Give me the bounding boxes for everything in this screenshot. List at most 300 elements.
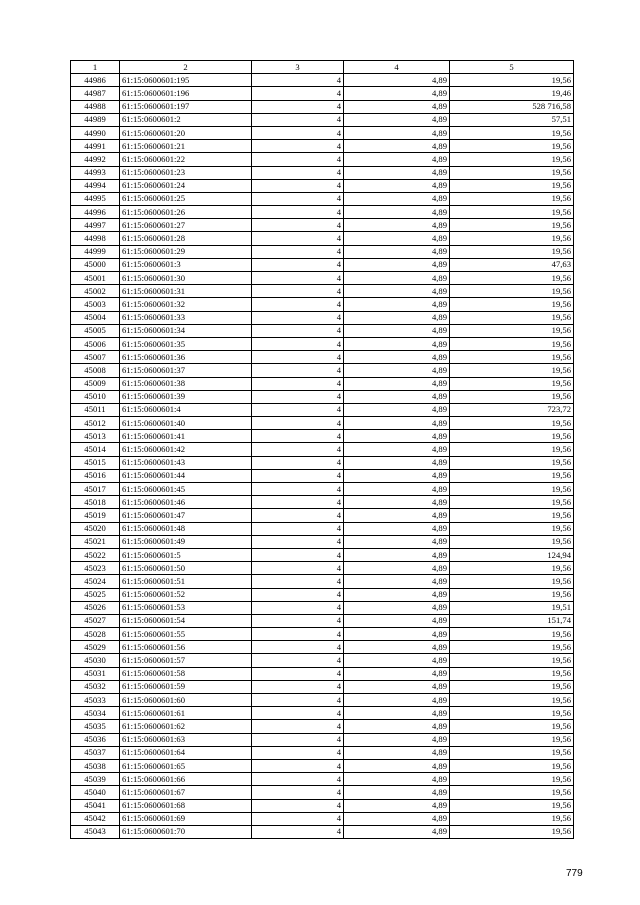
value-cell: 57,51 (450, 113, 574, 126)
value-cell: 19,56 (450, 364, 574, 377)
table-row (71, 324, 574, 337)
category-cell: 4 (252, 324, 344, 337)
rate-cell: 4,89 (344, 680, 450, 693)
cadastral-number-cell: 61:15:0600601:52 (120, 588, 252, 601)
row-number-cell: 45039 (71, 773, 120, 786)
value-cell: 19,56 (450, 773, 574, 786)
cadastral-number-cell: 61:15:0600601:68 (120, 799, 252, 812)
rate-cell: 4,89 (344, 535, 450, 548)
table-row (71, 206, 574, 219)
rate-cell: 4,89 (344, 179, 450, 192)
category-cell: 4 (252, 390, 344, 403)
row-number-cell: 44992 (71, 153, 120, 166)
row-number-cell: 45025 (71, 588, 120, 601)
rate-cell: 4,89 (344, 245, 450, 258)
category-cell: 4 (252, 575, 344, 588)
value-cell: 151,74 (450, 614, 574, 627)
rate-cell: 4,89 (344, 588, 450, 601)
cadastral-number-cell: 61:15:0600601:59 (120, 680, 252, 693)
rate-cell: 4,89 (344, 667, 450, 680)
category-cell: 4 (252, 812, 344, 825)
table-row (71, 417, 574, 430)
rate-cell: 4,89 (344, 403, 450, 416)
category-cell: 4 (252, 496, 344, 509)
rate-cell: 4,89 (344, 496, 450, 509)
row-number-cell: 44986 (71, 74, 120, 87)
rate-cell: 4,89 (344, 654, 450, 667)
rate-cell: 4,89 (344, 509, 450, 522)
table-row (71, 562, 574, 575)
table-row (71, 456, 574, 469)
table-row (71, 337, 574, 350)
value-cell: 19,56 (450, 825, 574, 838)
cadastral-number-cell: 61:15:0600601:2 (120, 113, 252, 126)
cadastral-number-cell: 61:15:0600601:46 (120, 496, 252, 509)
value-cell: 19,56 (450, 575, 574, 588)
value-cell: 19,56 (450, 166, 574, 179)
value-cell: 19,56 (450, 351, 574, 364)
value-cell: 19,56 (450, 707, 574, 720)
rate-cell: 4,89 (344, 351, 450, 364)
category-cell: 4 (252, 535, 344, 548)
table-row (71, 667, 574, 680)
table-row (71, 245, 574, 258)
cadastral-number-cell: 61:15:0600601:55 (120, 628, 252, 641)
category-cell: 4 (252, 588, 344, 601)
value-cell: 19,56 (450, 588, 574, 601)
row-number-cell: 45020 (71, 522, 120, 535)
category-cell: 4 (252, 364, 344, 377)
row-number-cell: 44991 (71, 140, 120, 153)
table-row (71, 812, 574, 825)
cadastral-number-cell: 61:15:0600601:38 (120, 377, 252, 390)
value-cell: 19,56 (450, 192, 574, 205)
rate-cell: 4,89 (344, 786, 450, 799)
row-number-cell: 45016 (71, 469, 120, 482)
cadastral-number-cell: 61:15:0600601:64 (120, 746, 252, 759)
table-row (71, 588, 574, 601)
row-number-cell: 44988 (71, 100, 120, 113)
rate-cell: 4,89 (344, 548, 450, 561)
table-row (71, 179, 574, 192)
column-header-2: 2 (120, 61, 252, 74)
category-cell: 4 (252, 377, 344, 390)
table-row (71, 140, 574, 153)
value-cell: 19,46 (450, 87, 574, 100)
cadastral-number-cell: 61:15:0600601:60 (120, 694, 252, 707)
table-row (71, 575, 574, 588)
cadastral-number-cell: 61:15:0600601:197 (120, 100, 252, 113)
table-row (71, 483, 574, 496)
category-cell: 4 (252, 87, 344, 100)
table-row (71, 219, 574, 232)
table-row (71, 509, 574, 522)
value-cell: 19,56 (450, 430, 574, 443)
category-cell: 4 (252, 245, 344, 258)
row-number-cell: 45027 (71, 614, 120, 627)
table-row (71, 641, 574, 654)
table-row (71, 746, 574, 759)
category-cell: 4 (252, 654, 344, 667)
cadastral-number-cell: 61:15:0600601:53 (120, 601, 252, 614)
row-number-cell: 45006 (71, 337, 120, 350)
rate-cell: 4,89 (344, 100, 450, 113)
cadastral-number-cell: 61:15:0600601:43 (120, 456, 252, 469)
value-cell: 19,56 (450, 179, 574, 192)
cadastral-number-cell: 61:15:0600601:28 (120, 232, 252, 245)
row-number-cell: 45031 (71, 667, 120, 680)
rate-cell: 4,89 (344, 825, 450, 838)
rate-cell: 4,89 (344, 337, 450, 350)
rate-cell: 4,89 (344, 562, 450, 575)
row-number-cell: 45030 (71, 654, 120, 667)
category-cell: 4 (252, 694, 344, 707)
category-cell: 4 (252, 469, 344, 482)
rate-cell: 4,89 (344, 311, 450, 324)
row-number-cell: 45007 (71, 351, 120, 364)
category-cell: 4 (252, 179, 344, 192)
rate-cell: 4,89 (344, 469, 450, 482)
value-cell: 19,56 (450, 443, 574, 456)
rate-cell: 4,89 (344, 364, 450, 377)
cadastral-number-cell: 61:15:0600601:66 (120, 773, 252, 786)
category-cell: 4 (252, 733, 344, 746)
value-cell: 19,56 (450, 786, 574, 799)
category-cell: 4 (252, 351, 344, 364)
row-number-cell: 45043 (71, 825, 120, 838)
cadastral-number-cell: 61:15:0600601:34 (120, 324, 252, 337)
value-cell: 47,63 (450, 258, 574, 271)
cadastral-number-cell: 61:15:0600601:54 (120, 614, 252, 627)
category-cell: 4 (252, 786, 344, 799)
row-number-cell: 45040 (71, 786, 120, 799)
row-number-cell: 44993 (71, 166, 120, 179)
rate-cell: 4,89 (344, 324, 450, 337)
value-cell: 19,56 (450, 667, 574, 680)
value-cell: 19,56 (450, 390, 574, 403)
table-row (71, 377, 574, 390)
category-cell: 4 (252, 258, 344, 271)
cadastral-number-cell: 61:15:0600601:44 (120, 469, 252, 482)
category-cell: 4 (252, 206, 344, 219)
value-cell: 19,56 (450, 680, 574, 693)
rate-cell: 4,89 (344, 285, 450, 298)
row-number-cell: 44989 (71, 113, 120, 126)
value-cell: 528 716,58 (450, 100, 574, 113)
row-number-cell: 44994 (71, 179, 120, 192)
category-cell: 4 (252, 720, 344, 733)
value-cell: 19,56 (450, 654, 574, 667)
table-row (71, 272, 574, 285)
rate-cell: 4,89 (344, 74, 450, 87)
table-row (71, 469, 574, 482)
rate-cell: 4,89 (344, 153, 450, 166)
cadastral-number-cell: 61:15:0600601:26 (120, 206, 252, 219)
row-number-cell: 45041 (71, 799, 120, 812)
category-cell: 4 (252, 746, 344, 759)
cadastral-number-cell: 61:15:0600601:195 (120, 74, 252, 87)
rate-cell: 4,89 (344, 628, 450, 641)
rate-cell: 4,89 (344, 641, 450, 654)
rate-cell: 4,89 (344, 694, 450, 707)
value-cell: 19,56 (450, 720, 574, 733)
rate-cell: 4,89 (344, 601, 450, 614)
cadastral-number-cell: 61:15:0600601:37 (120, 364, 252, 377)
value-cell: 19,56 (450, 628, 574, 641)
cadastral-number-cell: 61:15:0600601:35 (120, 337, 252, 350)
rate-cell: 4,89 (344, 614, 450, 627)
category-cell: 4 (252, 667, 344, 680)
cadastral-number-cell: 61:15:0600601:40 (120, 417, 252, 430)
table-row (71, 166, 574, 179)
category-cell: 4 (252, 707, 344, 720)
value-cell: 19,56 (450, 285, 574, 298)
cadastral-number-cell: 61:15:0600601:58 (120, 667, 252, 680)
table-row (71, 153, 574, 166)
row-number-cell: 45021 (71, 535, 120, 548)
table-row (71, 192, 574, 205)
value-cell: 19,56 (450, 206, 574, 219)
rate-cell: 4,89 (344, 113, 450, 126)
cadastral-number-cell: 61:15:0600601:63 (120, 733, 252, 746)
row-number-cell: 45035 (71, 720, 120, 733)
cadastral-number-cell: 61:15:0600601:62 (120, 720, 252, 733)
value-cell: 19,56 (450, 298, 574, 311)
cadastral-number-cell: 61:15:0600601:47 (120, 509, 252, 522)
cadastral-number-cell: 61:15:0600601:48 (120, 522, 252, 535)
cadastral-number-cell: 61:15:0600601:56 (120, 641, 252, 654)
category-cell: 4 (252, 74, 344, 87)
value-cell: 19,56 (450, 272, 574, 285)
table-row (71, 87, 574, 100)
value-cell: 19,56 (450, 417, 574, 430)
table-row (71, 522, 574, 535)
table-row (71, 628, 574, 641)
row-number-cell: 45005 (71, 324, 120, 337)
cadastral-number-cell: 61:15:0600601:69 (120, 812, 252, 825)
value-cell: 19,56 (450, 522, 574, 535)
table-row (71, 535, 574, 548)
category-cell: 4 (252, 759, 344, 772)
table-row (71, 694, 574, 707)
category-cell: 4 (252, 272, 344, 285)
cadastral-number-cell: 61:15:0600601:50 (120, 562, 252, 575)
cadastral-number-cell: 61:15:0600601:39 (120, 390, 252, 403)
row-number-cell: 44999 (71, 245, 120, 258)
value-cell: 19,56 (450, 153, 574, 166)
rate-cell: 4,89 (344, 87, 450, 100)
value-cell: 19,56 (450, 456, 574, 469)
row-number-cell: 45024 (71, 575, 120, 588)
table-row (71, 614, 574, 627)
category-cell: 4 (252, 417, 344, 430)
row-number-cell: 45018 (71, 496, 120, 509)
rate-cell: 4,89 (344, 483, 450, 496)
row-number-cell: 45001 (71, 272, 120, 285)
row-number-cell: 45003 (71, 298, 120, 311)
cadastral-number-cell: 61:15:0600601:51 (120, 575, 252, 588)
rate-cell: 4,89 (344, 812, 450, 825)
table-row (71, 601, 574, 614)
value-cell: 19,56 (450, 469, 574, 482)
value-cell: 19,56 (450, 74, 574, 87)
table-row (71, 258, 574, 271)
cadastral-number-cell: 61:15:0600601:36 (120, 351, 252, 364)
rate-cell: 4,89 (344, 377, 450, 390)
column-header-4: 4 (344, 61, 450, 74)
value-cell: 19,56 (450, 812, 574, 825)
cadastral-number-cell: 61:15:0600601:22 (120, 153, 252, 166)
cadastral-number-cell: 61:15:0600601:30 (120, 272, 252, 285)
rate-cell: 4,89 (344, 390, 450, 403)
row-number-cell: 45009 (71, 377, 120, 390)
rate-cell: 4,89 (344, 219, 450, 232)
value-cell: 124,94 (450, 548, 574, 561)
category-cell: 4 (252, 285, 344, 298)
cadastral-number-cell: 61:15:0600601:31 (120, 285, 252, 298)
table-row (71, 298, 574, 311)
table-row (71, 74, 574, 87)
table-row (71, 799, 574, 812)
cadastral-number-cell: 61:15:0600601:3 (120, 258, 252, 271)
row-number-cell: 45042 (71, 812, 120, 825)
table-row (71, 825, 574, 838)
category-cell: 4 (252, 456, 344, 469)
rate-cell: 4,89 (344, 522, 450, 535)
rate-cell: 4,89 (344, 575, 450, 588)
cadastral-table (70, 60, 574, 839)
row-number-cell: 45012 (71, 417, 120, 430)
rate-cell: 4,89 (344, 192, 450, 205)
rate-cell: 4,89 (344, 166, 450, 179)
category-cell: 4 (252, 192, 344, 205)
category-cell: 4 (252, 799, 344, 812)
row-number-cell: 44995 (71, 192, 120, 205)
rate-cell: 4,89 (344, 759, 450, 772)
value-cell: 19,56 (450, 324, 574, 337)
category-cell: 4 (252, 522, 344, 535)
value-cell: 19,56 (450, 641, 574, 654)
value-cell: 19,56 (450, 799, 574, 812)
rate-cell: 4,89 (344, 417, 450, 430)
table-row (71, 403, 574, 416)
cadastral-number-cell: 61:15:0600601:20 (120, 126, 252, 139)
category-cell: 4 (252, 773, 344, 786)
value-cell: 19,56 (450, 232, 574, 245)
value-cell: 19,56 (450, 733, 574, 746)
table-row (71, 285, 574, 298)
rate-cell: 4,89 (344, 456, 450, 469)
table-row (71, 126, 574, 139)
value-cell: 19,56 (450, 140, 574, 153)
category-cell: 4 (252, 825, 344, 838)
row-number-cell: 45002 (71, 285, 120, 298)
rate-cell: 4,89 (344, 799, 450, 812)
row-number-cell: 45022 (71, 548, 120, 561)
row-number-cell: 44996 (71, 206, 120, 219)
table-row (71, 733, 574, 746)
category-cell: 4 (252, 601, 344, 614)
table-row (71, 430, 574, 443)
row-number-cell: 45015 (71, 456, 120, 469)
cadastral-number-cell: 61:15:0600601:61 (120, 707, 252, 720)
rate-cell: 4,89 (344, 746, 450, 759)
category-cell: 4 (252, 126, 344, 139)
cadastral-number-cell: 61:15:0600601:67 (120, 786, 252, 799)
table-row (71, 232, 574, 245)
category-cell: 4 (252, 166, 344, 179)
cadastral-number-cell: 61:15:0600601:24 (120, 179, 252, 192)
cadastral-number-cell: 61:15:0600601:41 (120, 430, 252, 443)
row-number-cell: 44987 (71, 87, 120, 100)
table-row (71, 707, 574, 720)
category-cell: 4 (252, 562, 344, 575)
value-cell: 723,72 (450, 403, 574, 416)
value-cell: 19,56 (450, 311, 574, 324)
column-header-1: 1 (71, 61, 120, 74)
table-row (71, 390, 574, 403)
category-cell: 4 (252, 641, 344, 654)
rate-cell: 4,89 (344, 140, 450, 153)
cadastral-number-cell: 61:15:0600601:5 (120, 548, 252, 561)
value-cell: 19,56 (450, 126, 574, 139)
category-cell: 4 (252, 232, 344, 245)
table-row (71, 773, 574, 786)
table-row (71, 548, 574, 561)
value-cell: 19,56 (450, 759, 574, 772)
cadastral-number-cell: 61:15:0600601:49 (120, 535, 252, 548)
category-cell: 4 (252, 430, 344, 443)
cadastral-number-cell: 61:15:0600601:45 (120, 483, 252, 496)
row-number-cell: 45034 (71, 707, 120, 720)
category-cell: 4 (252, 113, 344, 126)
value-cell: 19,56 (450, 562, 574, 575)
category-cell: 4 (252, 548, 344, 561)
category-cell: 4 (252, 614, 344, 627)
cadastral-number-cell: 61:15:0600601:23 (120, 166, 252, 179)
category-cell: 4 (252, 140, 344, 153)
table-row (71, 654, 574, 667)
category-cell: 4 (252, 100, 344, 113)
rate-cell: 4,89 (344, 272, 450, 285)
cadastral-number-cell: 61:15:0600601:32 (120, 298, 252, 311)
rate-cell: 4,89 (344, 206, 450, 219)
page-number: 779 (566, 868, 583, 879)
value-cell: 19,56 (450, 337, 574, 350)
category-cell: 4 (252, 628, 344, 641)
table-row (71, 100, 574, 113)
row-number-cell: 44990 (71, 126, 120, 139)
row-number-cell: 45011 (71, 403, 120, 416)
row-number-cell: 45032 (71, 680, 120, 693)
category-cell: 4 (252, 311, 344, 324)
table-row (71, 720, 574, 733)
row-number-cell: 45029 (71, 641, 120, 654)
row-number-cell: 45000 (71, 258, 120, 271)
table-row (71, 364, 574, 377)
table-row (71, 311, 574, 324)
category-cell: 4 (252, 337, 344, 350)
row-number-cell: 45004 (71, 311, 120, 324)
value-cell: 19,56 (450, 535, 574, 548)
table-row (71, 113, 574, 126)
value-cell: 19,51 (450, 601, 574, 614)
category-cell: 4 (252, 680, 344, 693)
rate-cell: 4,89 (344, 126, 450, 139)
row-number-cell: 45033 (71, 694, 120, 707)
row-number-cell: 45023 (71, 562, 120, 575)
cadastral-number-cell: 61:15:0600601:25 (120, 192, 252, 205)
